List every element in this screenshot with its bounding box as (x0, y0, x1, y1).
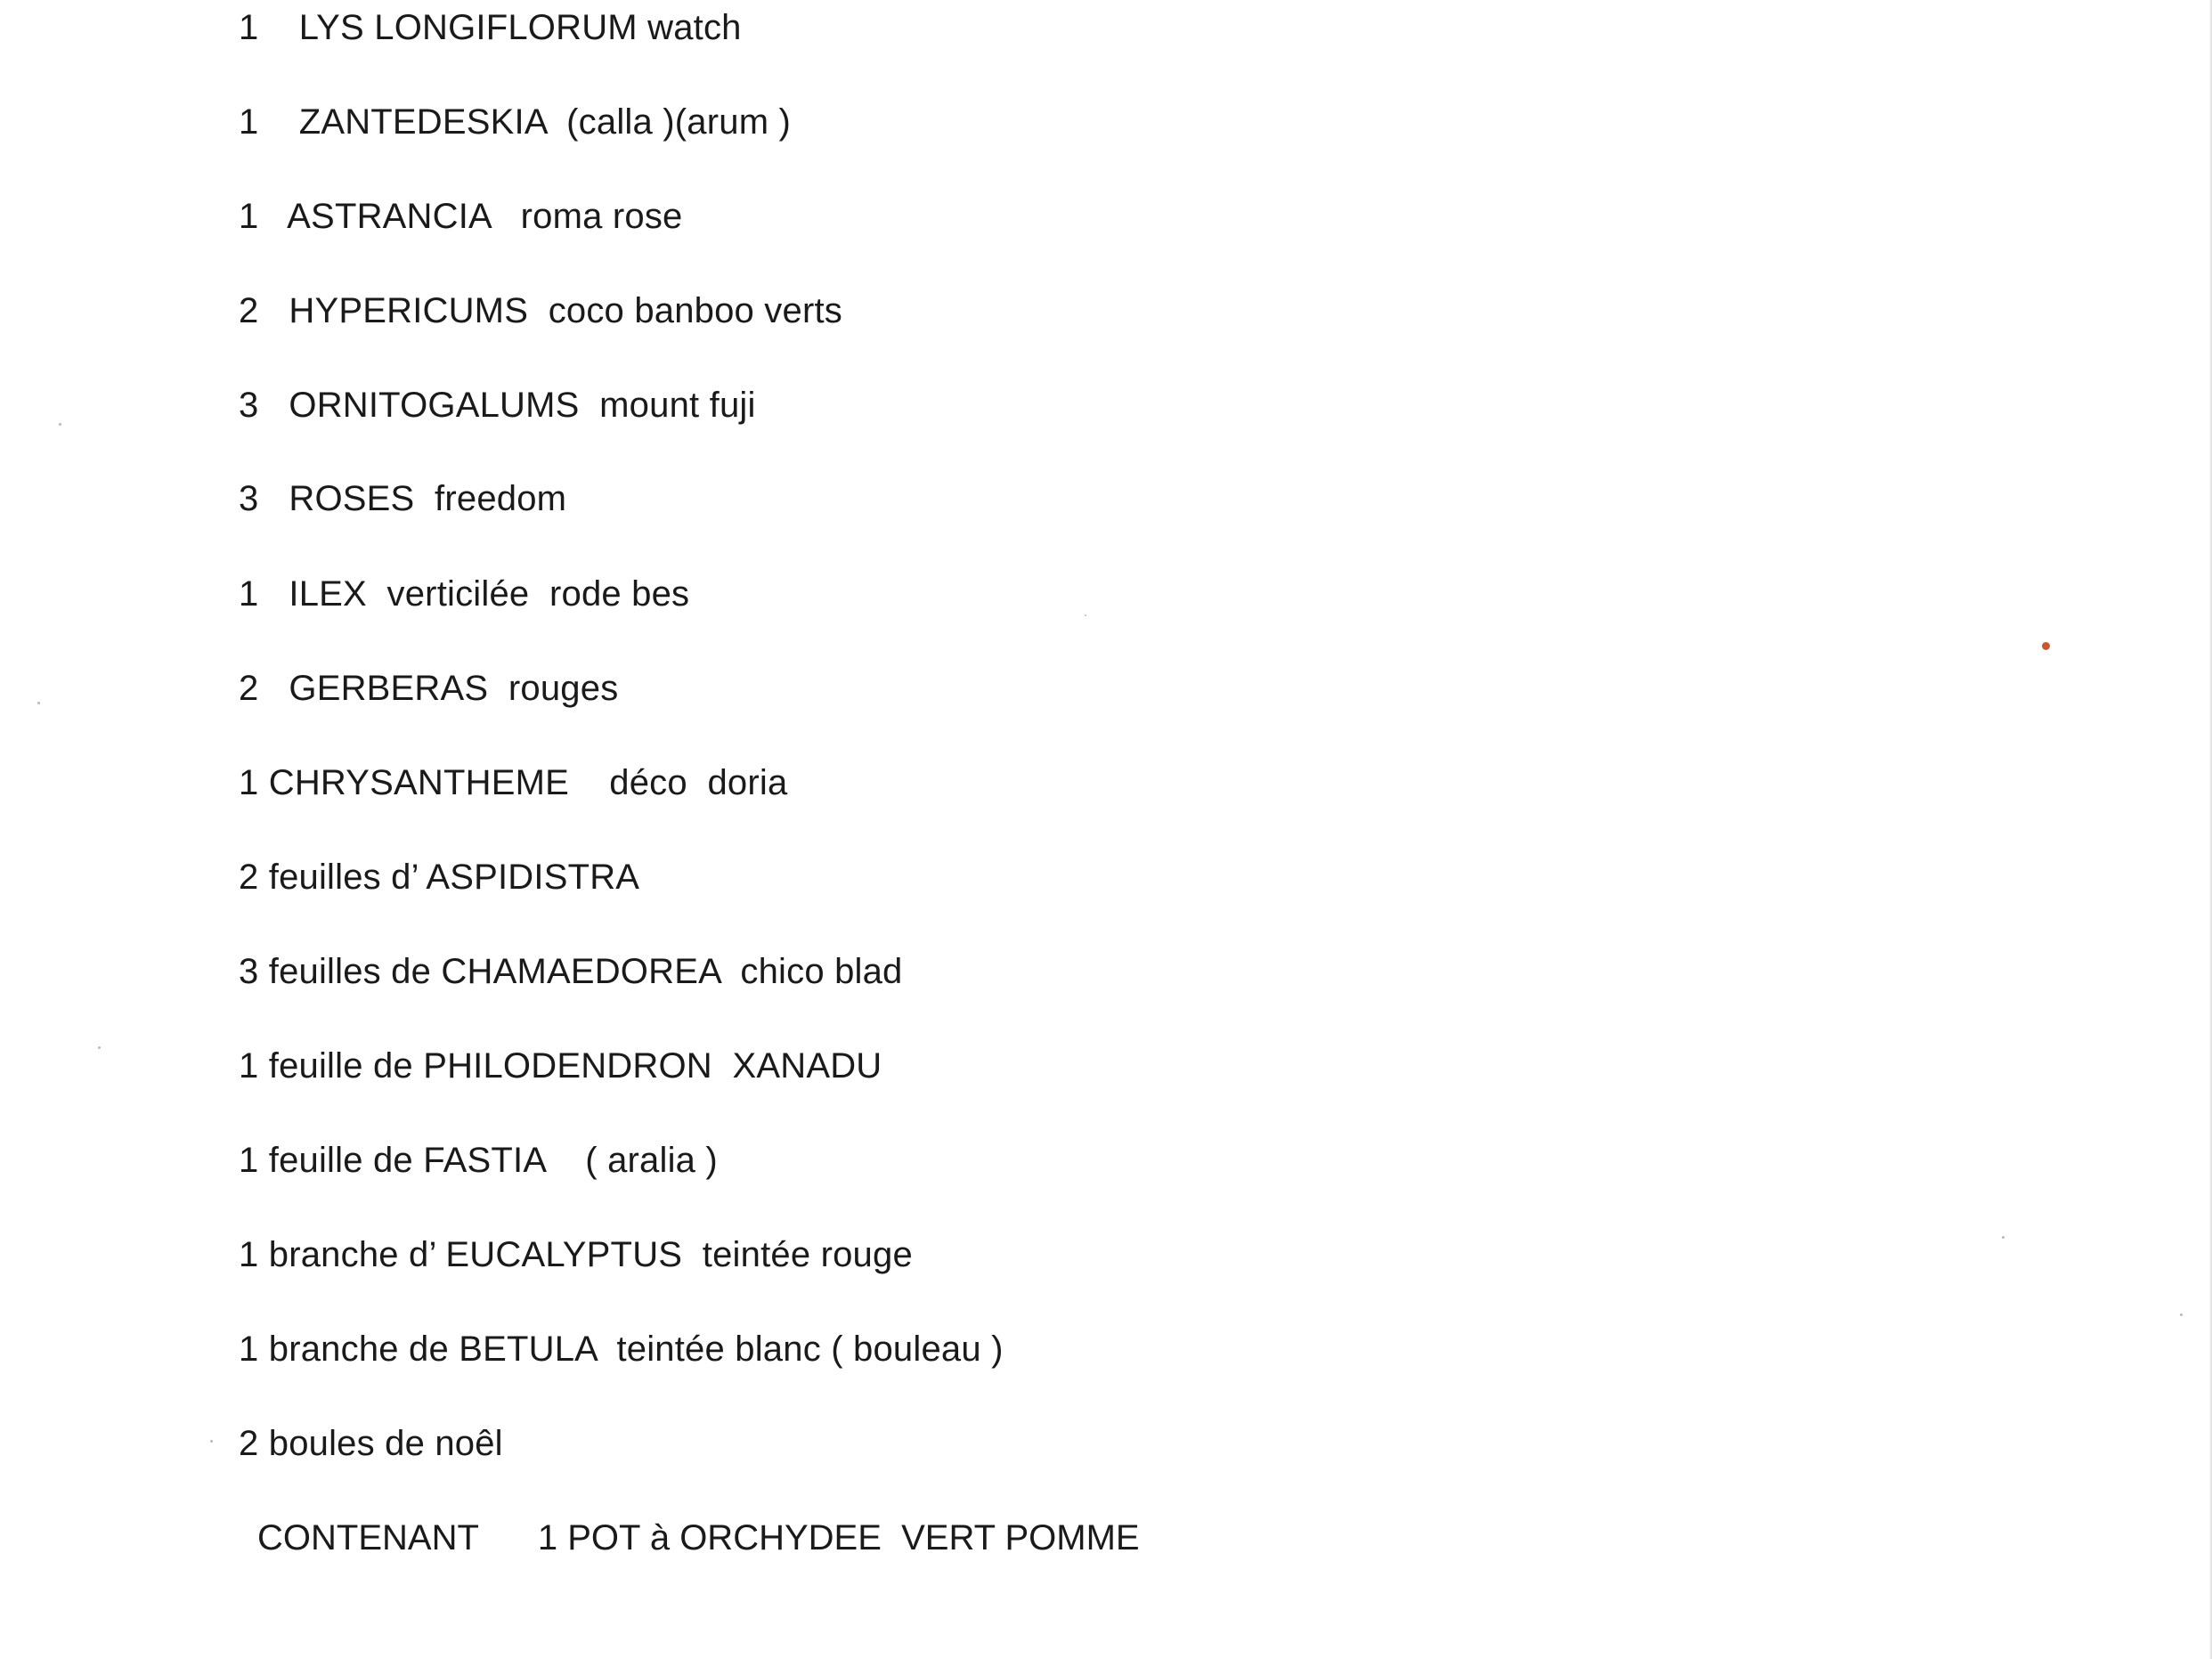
scan-speck (98, 1046, 101, 1049)
container-spacer (478, 1518, 538, 1557)
list-item: 3 feuilles de CHAMAEDOREA chico blad (239, 952, 903, 991)
list-item: 1 ASTRANCIA roma rose (239, 197, 683, 236)
scan-speck (2180, 1313, 2183, 1316)
list-item: 3 ROSES freedom (239, 479, 567, 518)
list-item: 3 ORNITOGALUMS mount fuji (239, 386, 756, 425)
container-label: CONTENANT (257, 1518, 479, 1557)
list-item: 1 branche d’ EUCALYPTUS teintée rouge (239, 1235, 913, 1274)
list-item: 1 feuille de PHILODENDRON XANADU (239, 1046, 882, 1086)
list-item: 2 feuilles d’ ASPIDISTRA (239, 858, 640, 897)
stray-mark (2042, 642, 2050, 650)
container-line (257, 1517, 1140, 1559)
container-value: 1 POT à ORCHYDEE VERT POMME (537, 1518, 1140, 1557)
list-item: 2 HYPERICUMS coco banboo verts (239, 291, 842, 330)
list-item: 1 ZANTEDESKIA (calla )(arum ) (239, 102, 792, 142)
list-item: 2 boules de noêl (239, 1424, 503, 1463)
scan-speck (2002, 1236, 2005, 1239)
scan-speck (37, 702, 40, 704)
list-item: 1 ILEX verticilée rode bes (239, 574, 690, 614)
scan-speck (1085, 614, 1086, 616)
scan-speck (59, 423, 61, 426)
list-item: 2 GERBERAS rouges (239, 669, 619, 708)
list-item: 1 feuille de FASTIA ( aralia ) (239, 1141, 718, 1180)
list-item: 1 branche de BETULA teintée blanc ( bouleau ) (239, 1330, 1004, 1369)
list-item: 1 LYS LONGIFLORUM watch (239, 8, 742, 47)
scan-speck (210, 1440, 213, 1443)
list-item: 1 CHRYSANTHEME déco doria (239, 763, 788, 802)
